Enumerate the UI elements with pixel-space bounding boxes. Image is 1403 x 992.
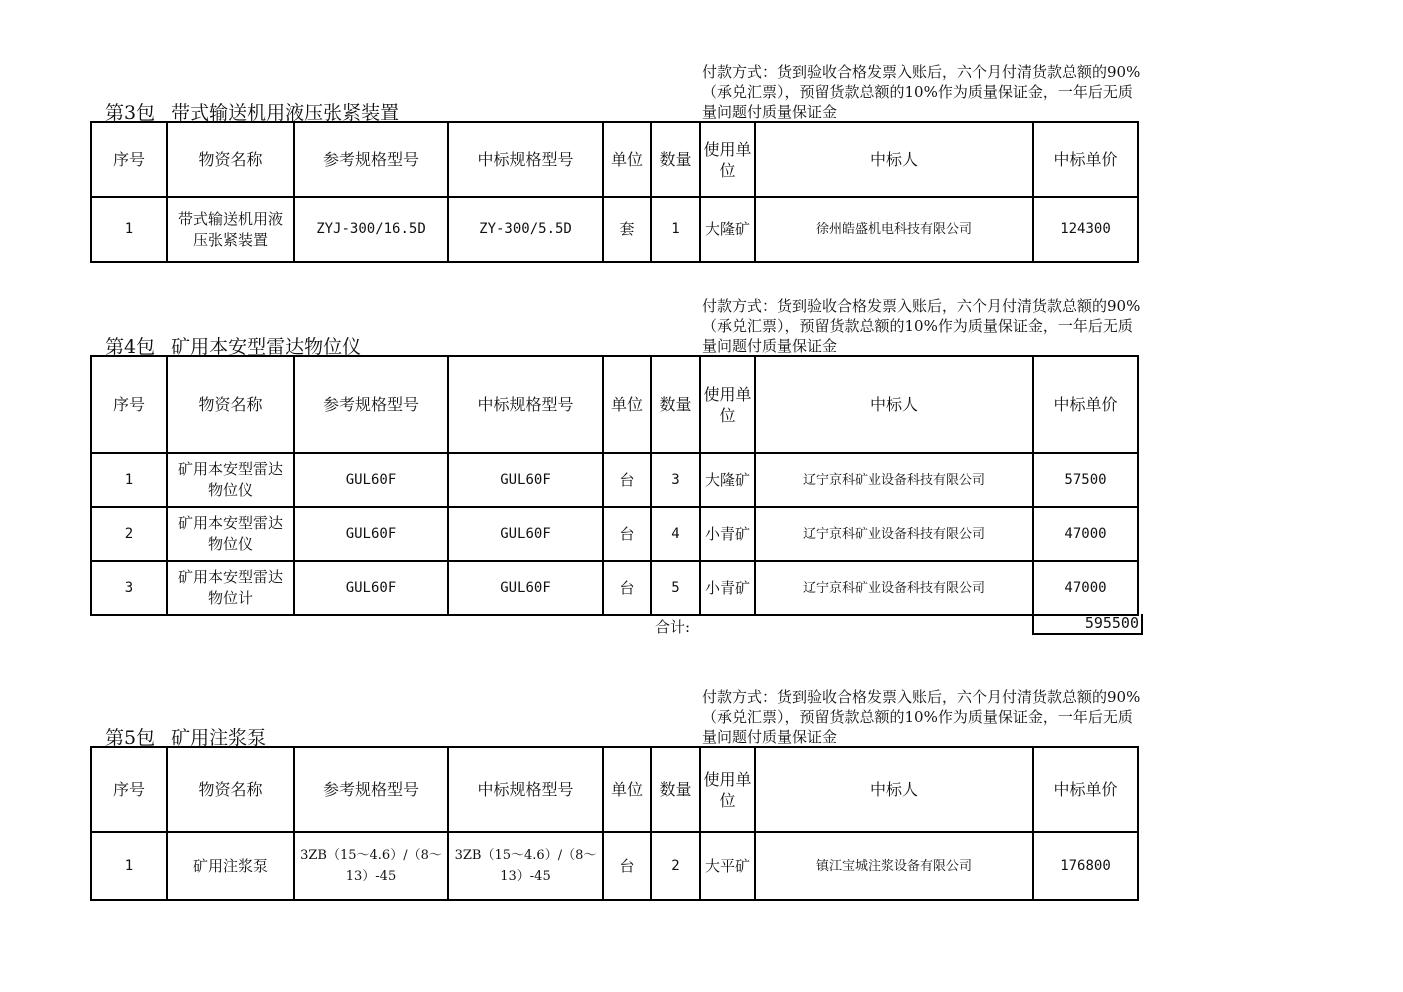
package-label: 第4包 bbox=[105, 336, 156, 358]
header-user: 使用单位 bbox=[700, 356, 755, 453]
table-row bbox=[91, 453, 1138, 507]
header-qty: 数量 bbox=[651, 122, 700, 197]
header-price: 中标单价 bbox=[1033, 356, 1138, 453]
cell-ref-spec: GUL60F bbox=[294, 453, 448, 507]
cell-win-spec-text: 3ZB（15～4.6）/（8～13）-45 bbox=[454, 848, 597, 884]
header-winner: 中标人 bbox=[755, 122, 1033, 197]
payment-note: 付款方式：货到验收合格发票入账后，六个月付清货款总额的90%（承兑汇票），预留货款总额的10%作为质量保证金，一年后无质量问题付质量保证金 bbox=[702, 297, 1141, 355]
header-winner: 中标人 bbox=[755, 747, 1033, 832]
cell-win-spec: ZY-300/5.5D bbox=[448, 197, 603, 262]
cell-win-spec: GUL60F bbox=[448, 453, 603, 507]
cell-unit: 台 bbox=[603, 453, 651, 507]
header-win-spec: 中标规格型号 bbox=[448, 747, 603, 832]
header-seq: 序号 bbox=[91, 122, 167, 197]
package-3-table bbox=[90, 121, 1139, 263]
header-user: 使用单位 bbox=[700, 747, 755, 832]
header-name: 物资名称 bbox=[167, 747, 294, 832]
header-price: 中标单价 bbox=[1033, 747, 1138, 832]
cell-ref-spec: GUL60F bbox=[294, 507, 448, 561]
cell-ref-spec: GUL60F bbox=[294, 561, 448, 615]
cell-name bbox=[167, 507, 294, 561]
cell-qty: 2 bbox=[651, 832, 700, 900]
cell-unit: 台 bbox=[603, 507, 651, 561]
cell-ref-spec-text: 3ZB（15～4.6）/（8～13）-45 bbox=[300, 848, 442, 884]
header-unit: 单位 bbox=[603, 747, 651, 832]
cell-seq: 3 bbox=[91, 561, 167, 615]
header-qty: 数量 bbox=[651, 747, 700, 832]
header-user: 使用单位 bbox=[700, 122, 755, 197]
cell-user: 小青矿 bbox=[700, 507, 755, 561]
package-name: 带式输送机用液压张紧装置 bbox=[171, 102, 400, 124]
cell-price: 176800 bbox=[1033, 832, 1138, 900]
cell-name bbox=[167, 832, 294, 900]
header-seq: 序号 bbox=[91, 356, 167, 453]
cell-seq: 1 bbox=[91, 197, 167, 262]
cell-qty: 1 bbox=[651, 197, 700, 262]
header-win-spec: 中标规格型号 bbox=[448, 356, 603, 453]
table-row bbox=[91, 507, 1138, 561]
header-win-spec: 中标规格型号 bbox=[448, 122, 603, 197]
package-name: 矿用注浆泵 bbox=[171, 727, 267, 749]
cell-price: 47000 bbox=[1033, 507, 1138, 561]
package-label: 第3包 bbox=[105, 102, 156, 124]
header-row bbox=[91, 747, 1138, 832]
cell-name-text: 矿用注浆泵 bbox=[192, 856, 268, 875]
cell-price: 47000 bbox=[1033, 561, 1138, 615]
table-row bbox=[91, 832, 1138, 900]
cell-name bbox=[167, 561, 294, 615]
cell-user: 大平矿 bbox=[700, 832, 755, 900]
package-4-table bbox=[90, 355, 1139, 616]
cell-winner: 辽宁京科矿业设备科技有限公司 bbox=[755, 453, 1033, 507]
payment-note: 付款方式：货到验收合格发票入账后，六个月付清货款总额的90%（承兑汇票），预留货款总额的10%作为质量保证金，一年后无质量问题付质量保证金 bbox=[702, 63, 1141, 121]
cell-price: 124300 bbox=[1033, 197, 1138, 262]
package-name: 矿用本安型雷达物位仪 bbox=[171, 336, 362, 358]
cell-name-text: 矿用本安型雷达物位仪 bbox=[177, 514, 283, 553]
cell-winner: 辽宁京科矿业设备科技有限公司 bbox=[755, 507, 1033, 561]
total-label: 合计: bbox=[655, 618, 691, 636]
header-price: 中标单价 bbox=[1033, 122, 1138, 197]
cell-seq: 1 bbox=[91, 832, 167, 900]
header-seq: 序号 bbox=[91, 747, 167, 832]
cell-seq: 1 bbox=[91, 453, 167, 507]
cell-seq: 2 bbox=[91, 507, 167, 561]
cell-name-text: 矿用本安型雷达物位仪 bbox=[177, 460, 283, 499]
cell-qty: 5 bbox=[651, 561, 700, 615]
header-unit: 单位 bbox=[603, 122, 651, 197]
cell-user: 大隆矿 bbox=[700, 197, 755, 262]
header-ref-spec: 参考规格型号 bbox=[294, 747, 448, 832]
package-label: 第5包 bbox=[105, 727, 156, 749]
cell-user: 小青矿 bbox=[700, 561, 755, 615]
header-qty: 数量 bbox=[651, 356, 700, 453]
table-row bbox=[91, 561, 1138, 615]
cell-name bbox=[167, 197, 294, 262]
cell-price: 57500 bbox=[1033, 453, 1138, 507]
cell-winner: 徐州皓盛机电科技有限公司 bbox=[755, 197, 1033, 262]
cell-name bbox=[167, 453, 294, 507]
cell-winner: 辽宁京科矿业设备科技有限公司 bbox=[755, 561, 1033, 615]
package-5-table bbox=[90, 746, 1139, 901]
cell-win-spec: GUL60F bbox=[448, 561, 603, 615]
cell-name-text: 带式输送机用液压张紧装置 bbox=[177, 209, 283, 249]
cell-win-spec bbox=[448, 832, 603, 900]
total-value: 595500 bbox=[1032, 614, 1143, 635]
cell-winner: 镇江宝城注浆设备有限公司 bbox=[755, 832, 1033, 900]
cell-user: 大隆矿 bbox=[700, 453, 755, 507]
cell-unit: 套 bbox=[603, 197, 651, 262]
header-winner: 中标人 bbox=[755, 356, 1033, 453]
payment-note: 付款方式：货到验收合格发票入账后，六个月付清货款总额的90%（承兑汇票），预留货款总额的10%作为质量保证金，一年后无质量问题付质量保证金 bbox=[702, 688, 1141, 746]
cell-qty: 4 bbox=[651, 507, 700, 561]
cell-unit: 台 bbox=[603, 561, 651, 615]
cell-win-spec: GUL60F bbox=[448, 507, 603, 561]
header-ref-spec: 参考规格型号 bbox=[294, 356, 448, 453]
cell-ref-spec bbox=[294, 832, 448, 900]
cell-unit: 台 bbox=[603, 832, 651, 900]
header-name: 物资名称 bbox=[167, 122, 294, 197]
header-row bbox=[91, 356, 1138, 453]
table-row bbox=[91, 197, 1138, 262]
header-unit: 单位 bbox=[603, 356, 651, 453]
cell-ref-spec: ZYJ-300/16.5D bbox=[294, 197, 448, 262]
cell-qty: 3 bbox=[651, 453, 700, 507]
header-name: 物资名称 bbox=[167, 356, 294, 453]
header-row bbox=[91, 122, 1138, 197]
header-ref-spec: 参考规格型号 bbox=[294, 122, 448, 197]
cell-name-text: 矿用本安型雷达物位计 bbox=[177, 568, 283, 607]
